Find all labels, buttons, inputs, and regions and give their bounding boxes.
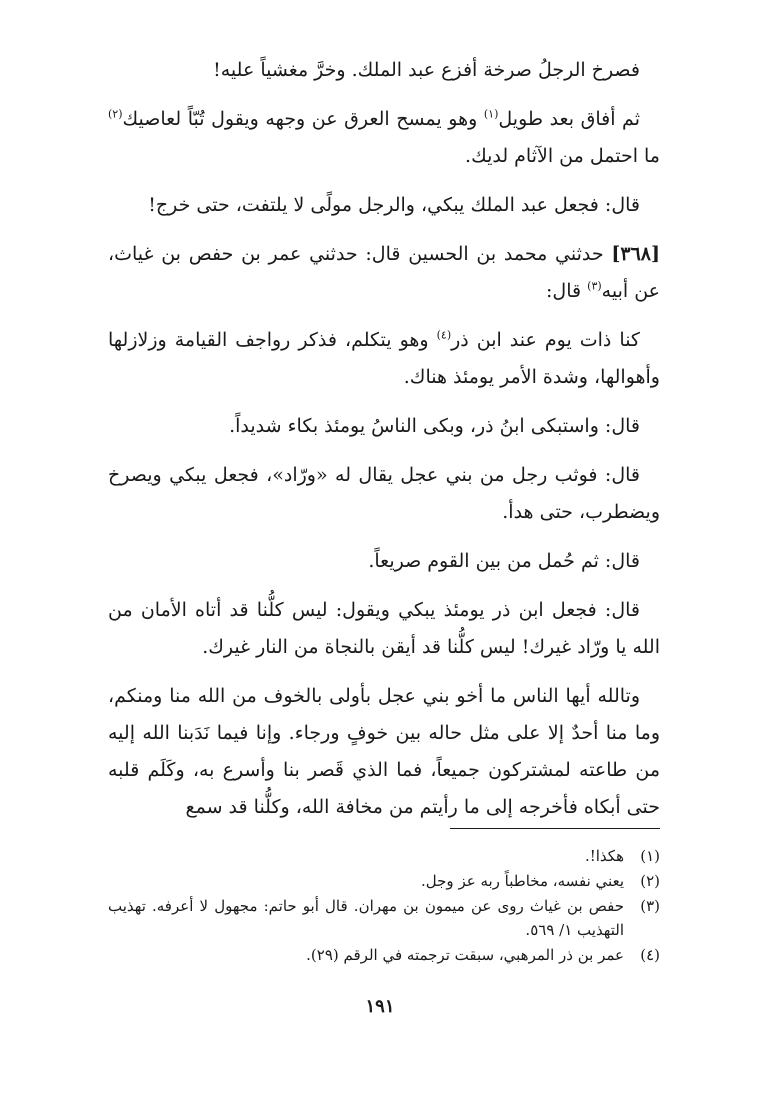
paragraph-text: وهو يتكلم، فذكر رواجف القيامة وزلازلها وأهوالها، وشدة الأمر يومئذ هناك. [108, 329, 660, 388]
paragraph: قال: فوثب رجل من بني عجل يقال له «ورّاد»، فجعل يبكي ويصرخ ويضطرب، حتى هدأ. [108, 464, 660, 523]
paragraph: فصرخ الرجلُ صرخة أفزع عبد الملك. وخرَّ مغشياً عليه! [213, 59, 640, 81]
paragraph: قال: فجعل عبد الملك يبكي، والرجل مولًى لا يلتفت، حتى خرج! [148, 194, 640, 216]
footnotes [108, 844, 660, 968]
footnote-text: هكذا!. [584, 847, 624, 865]
footnote-item [108, 869, 660, 893]
paragraph: وتالله أيها الناس ما أخو بني عجل بأولى بالخوف من الله منا ومنكم، وما منا أحدٌ إلا على مثل حاله بين خوفٍ ورجاء. وإنا فيما نَدَبنا الله إليه من طاعته لمشتركون جميعاً، فما الذي قَصر بنا وأسرع به، وكَلَم قلبه حتى أبكاه فأخرجه إلى ما رأيتم من مخافة الله، وكلُّنا قد سمع [108, 685, 660, 818]
footnote-number: (١) [640, 847, 660, 865]
paragraph-text: حدثني محمد بن الحسين قال: حدثني عمر بن حفص بن غياث، عن أبيه [108, 243, 660, 302]
footnote-text: عمر بن ذر المرهبي، سبقت ترجمته في الرقم (٢٩). [306, 946, 624, 964]
paragraph-text: ما احتمل من الآثام لديك. [465, 145, 660, 167]
footnote-number: (٤) [640, 946, 660, 964]
footnote-item [108, 943, 660, 967]
footnote-number: (٢) [640, 872, 660, 890]
paragraph-text: كنا ذات يوم عند ابن ذر [451, 329, 640, 351]
footnote-ref: (٢) [108, 107, 123, 121]
footnote-text: يعني نفسه، مخاطباً ربه عز وجل. [421, 872, 624, 890]
paragraph: قال: ثم حُمل من بين القوم صريعاً. [368, 550, 640, 572]
paragraph [108, 101, 660, 175]
paragraph-text: وهو يمسح العرق عن وجهه ويقول تُبّاً لعاصيك [122, 108, 484, 130]
paragraph-text: قال: [546, 280, 588, 302]
paragraph-text: ثم أفاق بعد طويل [498, 108, 640, 130]
footnote-item [108, 844, 660, 868]
page-number: ١٩١ [365, 996, 395, 1017]
narration-number: [٣٦٨] [611, 243, 660, 265]
paragraph [108, 322, 660, 396]
footnote-ref: (١) [483, 107, 499, 121]
page-body [108, 52, 660, 838]
footnote-ref: (٣) [587, 279, 602, 293]
paragraph: قال: واستبكى ابنُ ذر، وبكى الناسُ يومئذ بكاء شديداً. [229, 415, 640, 437]
footnote-text: حفص بن غياث روى عن ميمون بن مهران. قال أبو حاتم: مجهول لا أعرفه. تهذيب التهذيب ١/ ٥٦٩. [108, 897, 624, 939]
footnote-ref: (٤) [436, 328, 452, 342]
paragraph: قال: فجعل ابن ذر يومئذ يبكي ويقول: ليس كلُّنا قد أتاه الأمان من الله يا ورّاد غيرك! ليس كلُّنا قد أيقن بالنجاة من النار غيرك. [108, 599, 660, 658]
footnote-item [108, 894, 660, 942]
footnote-divider [450, 828, 660, 829]
paragraph [108, 236, 660, 310]
footnote-number: (٣) [640, 897, 660, 915]
